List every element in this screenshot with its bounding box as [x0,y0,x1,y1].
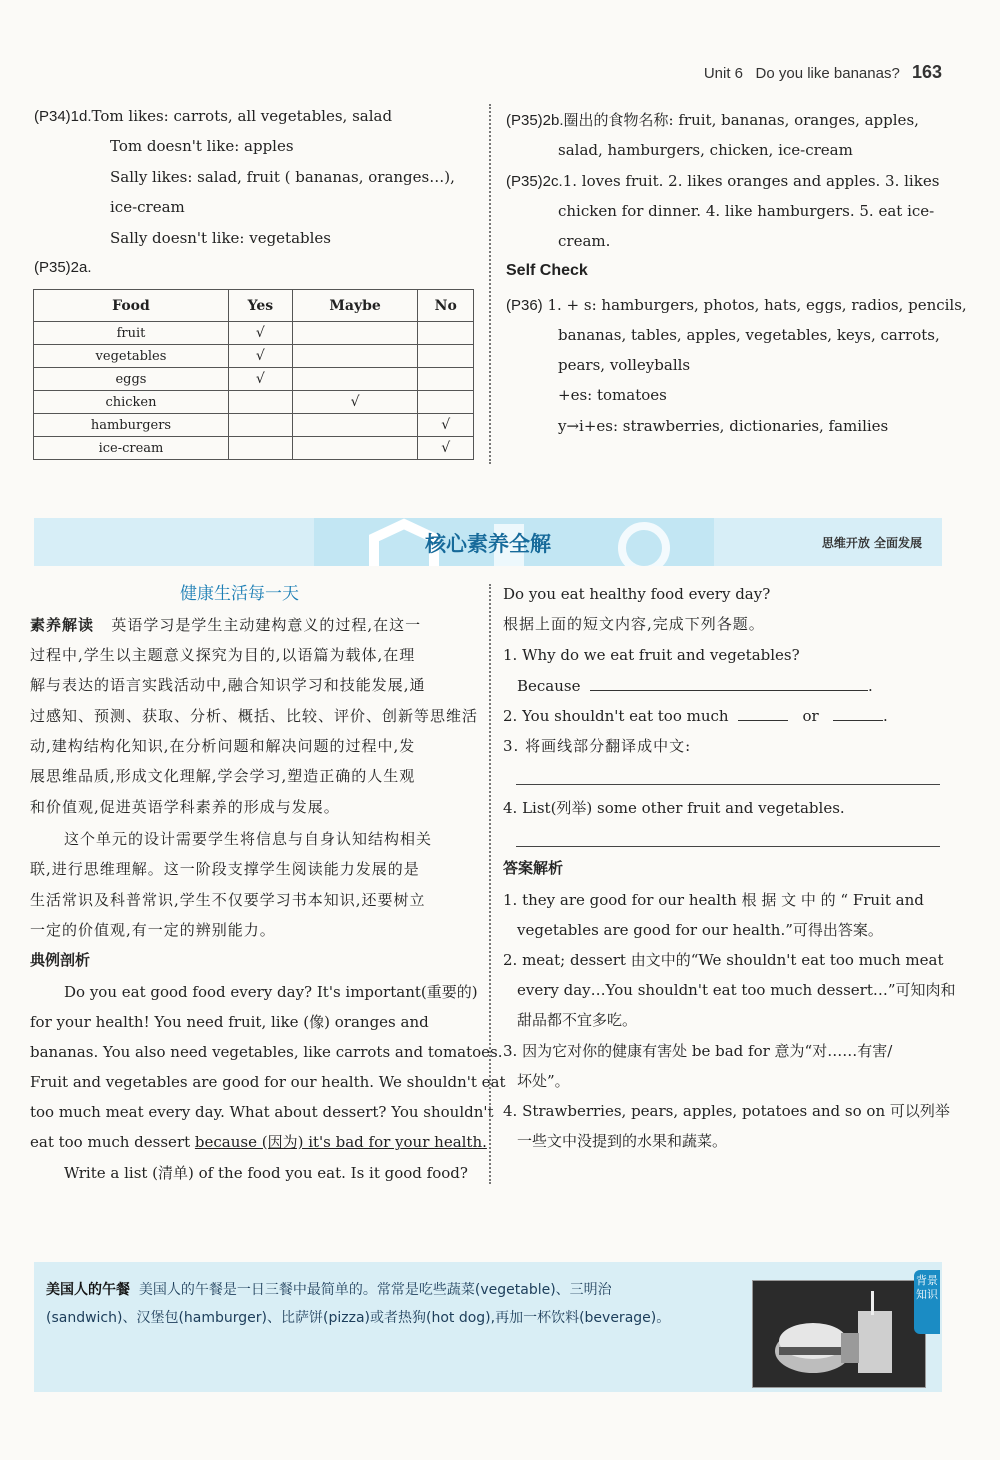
example-label: 典例剖析 [30,951,91,969]
self-check-heading: Self Check [506,262,588,279]
para-line: 生活常识及科普常识,学生不仅要学习书本知识,还要树立 [30,891,426,909]
background-note-box [34,1262,942,1392]
passage-line: Do you eat healthy food every day? [503,585,771,603]
table-row: eggs √ [34,368,474,391]
answer-line: 1. they are good for our health 根 据 文 中 的 “ Fruit and [503,891,924,909]
banner-subtitle: 思维开放 全面发展 [821,536,922,550]
intro-line: 解与表达的语言实践活动中,融合知识学习和技能发展,通 [30,676,426,694]
question-3: 3. 将画线部分翻译成中文: [503,737,692,755]
passage-line: bananas. You also need vegetables, like carrots and tomatoes. [30,1043,503,1061]
answer-line: 4. Strawberries, pears, apples, potatoes and so on 可以列举 [503,1102,950,1120]
answer-line: 一些文中没提到的水果和蔬菜。 [517,1132,728,1150]
page-number: 163 [911,62,942,82]
passage-line: Do you eat good food every day? It's important(重要的) [64,983,478,1001]
para-line: 这个单元的设计需要学生将信息与自身认知结构相关 [64,830,433,848]
question-1-answer-line: Because . [517,677,873,695]
page-header [704,62,942,83]
table-header: Maybe [292,290,418,322]
answer-line: 3. 因为它对你的健康有害处 be bad for 意为“对……有害/ [503,1042,893,1060]
unit-label: Unit 6 [703,65,743,82]
intro-line: 和价值观,促进英语学科素养的形成与发展。 [30,798,340,816]
answer-line: cream. [558,232,611,250]
answer-line: Sally likes: salad, fruit ( bananas, oranges…), [110,168,455,186]
table-row: vegetables √ [34,345,474,368]
lunch-photo [752,1280,926,1388]
answer-line: 甜品都不宜多吃。 [517,1011,638,1029]
column-divider [489,584,491,1184]
table-header: No [418,290,474,322]
answer-line: vegetables are good for our health.”可得出答案。 [517,921,883,939]
answer-line: Sally doesn't like: vegetables [110,229,332,247]
answer-line: pears, volleyballs [558,356,691,374]
answer-blank [516,784,940,785]
answer-p36: (P36) 1. + s: hamburgers, photos, hats, eggs, radios, pencils, [506,296,967,314]
table-row: ice-cream √ [34,437,474,460]
note-text: 美国人的午餐 美国人的午餐是一日三餐中最简单的。常常是吃些蔬菜(vegetable)、三明治 (sandwich)、汉堡包(hamburger)、比萨饼(pizza)或者热狗(hot dog),再加一杯饮料(beverage)。 [46,1282,671,1326]
intro-line: 过程中,学生以主题意义探究为目的,以语篇为载体,在理 [30,646,416,664]
answer-analysis-label: 答案解析 [503,859,564,877]
background-knowledge-tab: 背景知识 [914,1270,940,1334]
answer-line: +es: tomatoes [558,386,667,404]
answer-line: 坏处”。 [517,1072,570,1090]
note-label: 美国人的午餐 [46,1282,130,1298]
section-banner [34,518,942,566]
passage-line: for your health! You need fruit, like (像) oranges and [30,1013,429,1031]
answer-p35-2a: (P35)2a. [34,259,92,276]
answer-line: y→i+es: strawberries, dictionaries, families [558,417,889,435]
answer-p34-1d: (P34)1d.Tom likes: carrots, all vegetables, salad [34,107,393,125]
passage-line: Write a list (清单) of the food you eat. Is it good food? [64,1164,468,1182]
instruction: 根据上面的短文内容,完成下列各题。 [503,615,765,633]
table-row: chicken √ [34,391,474,414]
answer-blank [516,846,940,847]
hamburger-drink-illustration [753,1281,925,1387]
passage-line: Fruit and vegetables are good for our health. We shouldn't eat [30,1073,506,1091]
food-table [33,289,474,460]
answer-line: 2. meat; dessert 由文中的“We shouldn't eat too much meat [503,951,944,969]
para-line: 联,进行思维理解。这一阶段支撑学生阅读能力发展的是 [30,860,420,878]
underlined-sentence: because (因为) it's bad for your health. [194,1133,487,1151]
answer-line: Tom doesn't like: apples [110,137,294,155]
intro-line: 素养解读 英语学习是学生主动建构意义的过程,在这一 [30,616,422,634]
table-header: Yes [228,290,292,322]
unit-title: Do you like bananas? [755,65,900,82]
answer-blank [738,706,788,721]
answer-line: salad, hamburgers, chicken, ice-cream [558,141,853,159]
answer-line: chicken for dinner. 4. like hamburgers. 5. eat ice- [558,202,935,220]
question-1: 1. Why do we eat fruit and vegetables? [503,646,800,664]
answer-line: ice-cream [110,198,185,216]
table-row: hamburgers √ [34,414,474,437]
intro-label: 素养解读 [30,616,95,634]
article-title: 健康生活每一天 [180,584,299,604]
intro-line: 动,建构结构化知识,在分析问题和解决问题的过程中,发 [30,737,416,755]
passage-line: too much meat every day. What about dessert? You shouldn't [30,1103,494,1121]
answer-line: bananas, tables, apples, vegetables, keys, carrots, [558,326,940,344]
intro-line: 过感知、预测、获取、分析、概括、比较、评价、创新等思维活 [30,707,479,725]
question-4: 4. List(列举) some other fruit and vegetables. [503,799,845,817]
question-2: 2. You shouldn't eat too much or . [503,707,888,725]
answer-p35-2c: (P35)2c.1. loves fruit. 2. likes oranges and apples. 3. likes [506,172,940,190]
table-header: Food [34,290,229,322]
answer-blank [833,706,883,721]
column-divider [489,104,491,464]
para-line: 一定的价值观,有一定的辨别能力。 [30,921,276,939]
answer-blank [590,676,868,691]
answer-p35-2b: (P35)2b.圈出的食物名称: fruit, bananas, oranges, apples, [506,111,919,129]
table-row: fruit √ [34,322,474,345]
passage-line: eat too much dessert because (因为) it's bad for your health. [30,1133,487,1151]
intro-line: 展思维品质,形成文化理解,学会学习,塑造正确的人生观 [30,767,416,785]
banner-title: 核心素养全解 [425,532,551,556]
answer-line: every day…You shouldn't eat too much dessert…”可知肉和 [517,981,956,999]
